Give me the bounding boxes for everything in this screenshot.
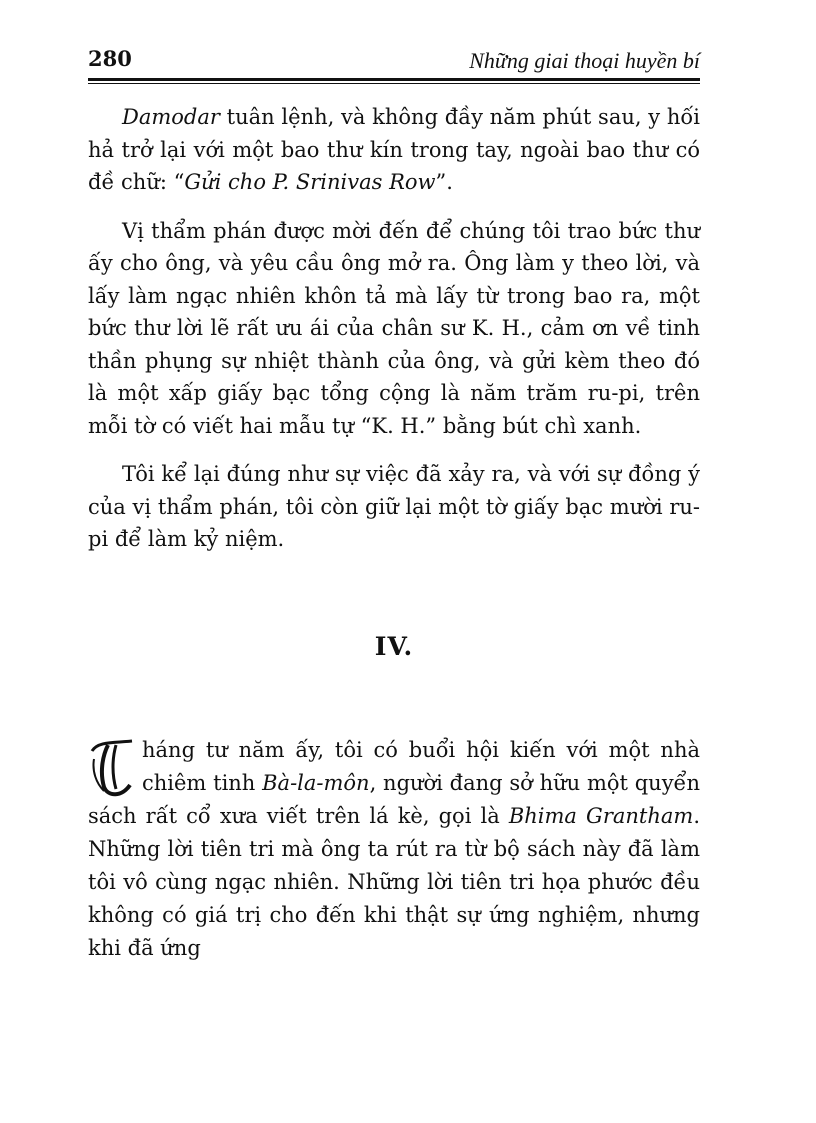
name-damodar: Damodar [122,105,220,129]
section-text-b: , người đang sở hữu một quyển sách rất cổ xưa viết trên lá kè, gọi là [88,771,701,828]
page-header [88,42,700,76]
running-title: Những giai thoại huyền bí [469,48,700,73]
section-text-c: . Những lời tiên tri mà ông ta rút ra từ bộ sách này đã làm tôi vô cùng ngạc nhiên. Những lời tiên tri họa phước đều không có giá trị cho đến khi thật sự ứng nghiệm, nhưng khi đã ứng [88,804,700,960]
paragraph-2: Vị thẩm phán được mời đến để chúng tôi trao bức thư ấy cho ông, và yêu cầu ông mở ra. Ông làm y theo lời, và lấy làm ngạc nhiên khôn tả mà lấy từ trong bao ra, một bức thư lời lẽ rất ưu ái của chân sư K. H., cảm ơn về tinh thần phụng sự nhiệt thành của ông, và gửi kèm theo đó là một xấp giấy bạc tổng cộng là năm trăm ru-pi, trên mỗi tờ có viết hai mẫu tự “K. H.” bằng bút chì xanh. [88,218,700,438]
paragraph-1-text-b: ”. [435,170,453,194]
dropcap-letter [88,737,136,799]
header-rule-thin [88,83,700,84]
header-rule-thick [88,78,700,81]
paragraph-1 [88,101,700,199]
body-text [88,101,700,556]
book-title: Bhima Grantham [508,804,694,828]
paragraph-3: Tôi kể lại đúng như sự việc đã xảy ra, và với sự đồng ý của vị thẩm phán, tôi còn giữ lại một tờ giấy bạc mười ru-pi để làm kỷ niệm. [88,462,700,551]
section-body [88,734,700,965]
term-bralamon: Bà-la-môn [262,771,370,795]
section-text-a: háng tư năm ấy, tôi có buổi hội kiến với một nhà chiêm tinh [142,738,700,795]
dropcap-ornament [88,737,136,799]
section-heading: IV. [374,632,414,661]
envelope-address: Gửi cho P. Srinivas Row [184,170,436,194]
paragraph-1-text-a: tuân lệnh, và không đầy năm phút sau, y hối hả trở lại với một bao thư kín trong tay, ngoài bao thư có đề chữ: “ [88,105,700,194]
page-number: 280 [88,46,132,71]
